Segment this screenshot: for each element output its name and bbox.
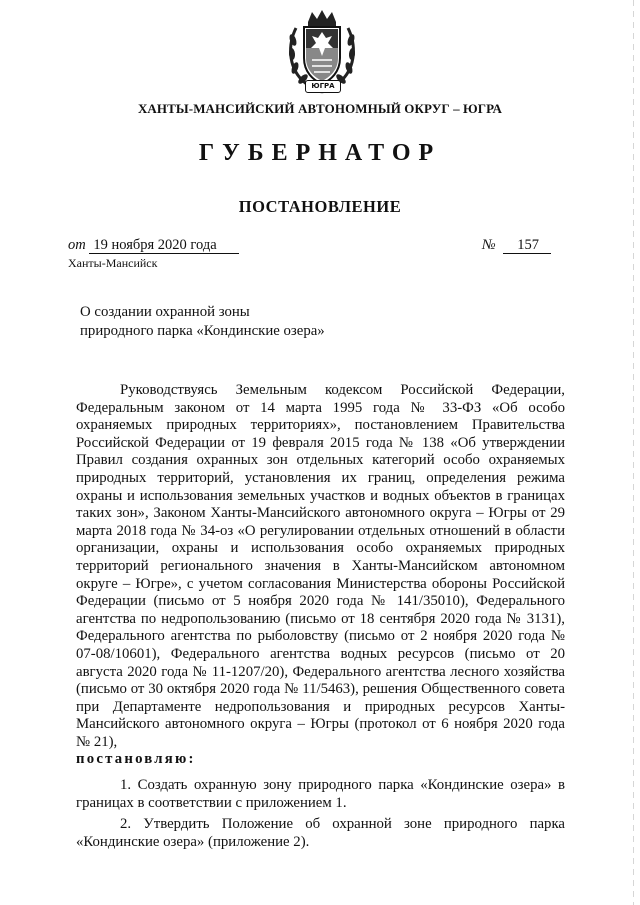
subject-line-2: природного парка «Кондинские озера» xyxy=(80,323,325,339)
date-prefix: от xyxy=(68,237,86,253)
decision-item-2: 2. Утвердить Положение об охранной зоне природного парка «Кондинские озера» (приложение 2). xyxy=(76,816,565,850)
issuer-title: ГУБЕРНАТОР xyxy=(198,140,442,166)
subject-line-1: О создании охранной зоны xyxy=(80,304,250,320)
document-number-line xyxy=(482,237,551,254)
preamble-text: Руководствуясь Земельным кодексом Российской Федерации, Федеральным законом от 14 марта 1995 года № 33-ФЗ «Об особо охраняемых природных территориях», постановлением Правительства Российской Федерации от 19 февраля 2015 года № 138 «Об утверждении Правил создания охранных зон отдельных категорий особо охраняемых природных территорий, установления их границ, определения режима охраны и использования земельных участков и водных объектов в границах таких зон», Законом Ханты-Мансийского автономного округа – Югры от 29 марта 2018 года № 34-оз «О регулировании отдельных отношений в области организации, охраны и использования особо охраняемых природных территорий регионального значения в Ханты-Мансийском автономном округе – Югре», с учетом согласования Министерства обороны Российской Федерации (письмо от 5 ноября 2020 года № 141/35010), Федерального агентства по недропользованию (письмо от 18 сентября 2020 года № 3131), Федерального агентства по рыболовству (письмо от 2 ноября 2020 года № 07-08/10601), Федерального агентства водных ресурсов (письмо от 20 августа 2020 года № 11-1207/20), Федерального агентства лесного хозяйства (письмо от 30 октября 2020 года № 11/5463), решения Общественного совета при Департаменте недропользования и природных ресурсов Ханты-Мансийского автономного округа – Югры (протокол от 6 ноября 2020 года № 21), xyxy=(76,382,565,750)
city-name: Ханты-Мансийск xyxy=(68,256,158,270)
emblem-text: ЮГРА xyxy=(311,82,335,90)
number-prefix: № xyxy=(482,237,496,253)
document-date-line xyxy=(68,237,239,254)
scan-edge-mark xyxy=(633,0,634,905)
document-date: 19 ноября 2020 года xyxy=(89,238,238,254)
resolve-word: постановляю: xyxy=(76,751,196,768)
document-number: 157 xyxy=(503,238,551,254)
document-subject xyxy=(80,303,325,341)
preamble-paragraph xyxy=(76,382,565,769)
document-type: ПОСТАНОВЛЕНИЕ xyxy=(238,197,402,216)
region-name: ХАНТЫ-МАНСИЙСКИЙ АВТОНОМНЫЙ ОКРУГ – ЮГРА xyxy=(137,101,503,116)
decision-item-1: 1. Создать охранную зону природного парка «Кондинские озера» в границах в соответствии с приложением 1. xyxy=(76,777,565,811)
emblem-ribbon xyxy=(305,80,341,93)
